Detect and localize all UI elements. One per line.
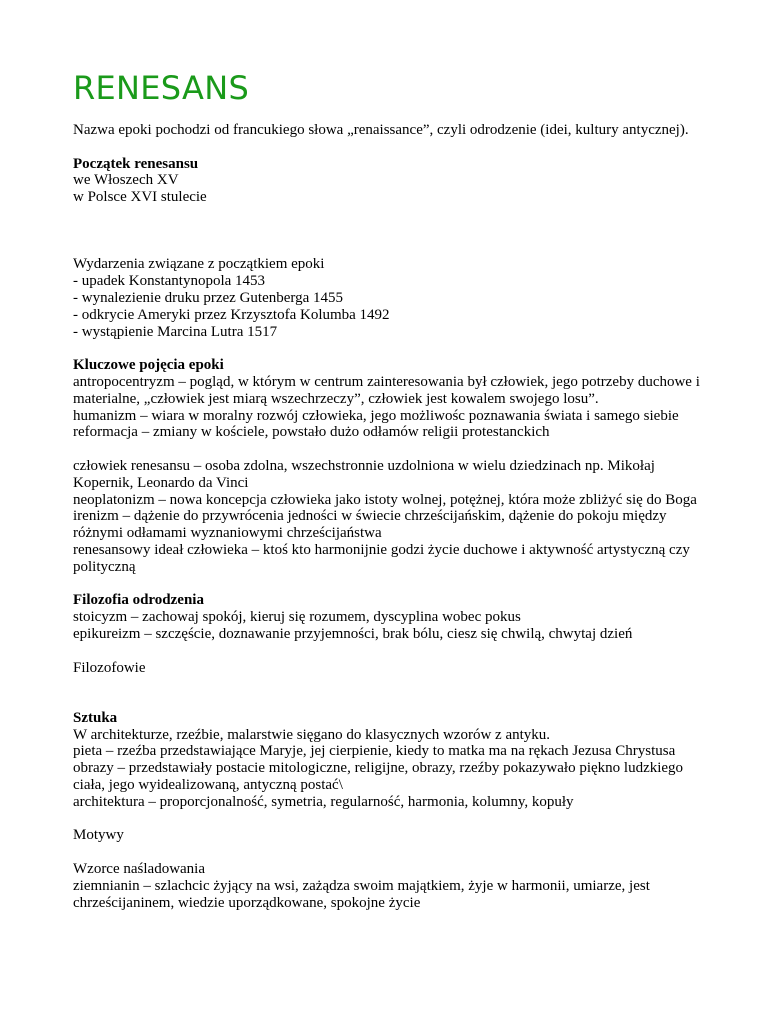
wydarzenia-line: - odkrycie Ameryki przez Krzysztofa Kolumba 1492 [73, 306, 390, 323]
spacer [73, 844, 713, 861]
spacer [73, 340, 713, 357]
wydarzenia-line: - upadek Konstantynopola 1453 [73, 273, 266, 290]
spacer [73, 240, 713, 257]
poczatek-line: we Włoszech XV [73, 172, 179, 189]
sztuka-line: W architekturze, rzeźbie, malarstwie sięgano do klasycznych wzorów z antyku. [73, 726, 551, 743]
section-heading-poczatek: Początek renesansu [73, 155, 199, 172]
pojecie-definition: irenizm – dążenie do przywrócenia jedności w świecie chrześcijańskim, dążenie do pokoju między różnymi odłamami wyznaniowymi chrześcijaństwa [73, 508, 667, 542]
spacer [73, 206, 713, 240]
pojecie-definition: renesansowy ideał człowieka – ktoś kto harmonijnie godzi życie duchowe i aktywność artystyczną czy polityczną [73, 541, 690, 575]
filozofia-line: epikureizm – szczęście, doznawanie przyjemności, brak bólu, ciesz się chwilą, chwytaj dzień [73, 625, 633, 642]
wydarzenia-line: - wystąpienie Marcina Lutra 1517 [73, 323, 278, 340]
sztuka-line: architektura – proporcjonalność, symetria, regularność, harmonia, kolumny, kopuły [73, 793, 574, 810]
page-title: RENESANS [73, 69, 250, 107]
spacer [73, 643, 713, 660]
section-heading-pojecia: Kluczowe pojęcia epoki [73, 357, 224, 374]
spacer [73, 441, 713, 458]
spacer [73, 139, 713, 156]
pojecie-definition: antropocentryzm – pogląd, w którym w centrum zainteresowania był człowiek, jego potrzeby duchowe i materialne, „człowiek jest miarą wszechrzeczy”, człowiek jest kowalem swojego losu”. [73, 373, 700, 407]
sztuka-line: obrazy – przedstawiały postacie mitologiczne, religijne, obrazy, rzeźby pokazywało piękno ludzkiego ciała, jego wyidealizowaną, antyczną postać\ [73, 760, 684, 794]
section-heading-sztuka: Sztuka [73, 709, 118, 726]
wydarzenia-line: - wynalezienie druku przez Gutenberga 1455 [73, 289, 344, 306]
spacer [73, 811, 713, 828]
wzorce-line: ziemnianin – szlachcic żyjący na wsi, zażądza swoim majątkiem, żyje w harmonii, umiarze, jest chrześcijaninem, wiedzie uporządkowane, spokojne życie [73, 877, 650, 911]
pojecie-definition: człowiek renesansu – osoba zdolna, wszechstronnie uzdolniona w wielu dziedzinach np. Mikołaj Kopernik, Leonardo da Vinci [73, 457, 655, 491]
section-heading-filozofia: Filozofia odrodzenia [73, 592, 204, 609]
intro-paragraph: Nazwa epoki pochodzi od francukiego słowa „renaissance”, czyli odrodzenie (idei, kultury antycznej). [73, 122, 689, 138]
spacer [73, 676, 713, 710]
sztuka-line: pieta – rzeźba przedstawiające Maryje, jej cierpienie, kiedy to matka ma na rękach Jezusa Chrystusa [73, 743, 676, 760]
spacer [73, 576, 713, 593]
section-label-filozofowie: Filozofowie [73, 659, 146, 676]
section-heading-wzorce: Wzorce naśladowania [73, 861, 206, 878]
pojecie-definition: humanizm – wiara w moralny rozwój człowieka, jego możliwośc poznawania świata i samego siebie [73, 407, 679, 424]
document-page [73, 66, 713, 911]
pojecie-definition: neoplatonizm – nowa koncepcja człowieka jako istoty wolnej, potężnej, która może zbliżyć się do Boga [73, 491, 697, 508]
poczatek-line: w Polsce XVI stulecie [73, 189, 207, 206]
filozofia-line: stoicyzm – zachowaj spokój, kieruj się rozumem, dyscyplina wobec pokus [73, 609, 521, 626]
section-heading-wydarzenia: Wydarzenia związane z początkiem epoki [73, 256, 325, 273]
section-label-motywy: Motywy [73, 827, 124, 844]
pojecie-definition: reformacja – zmiany w kościele, powstało dużo odłamów religii protestanckich [73, 424, 550, 441]
